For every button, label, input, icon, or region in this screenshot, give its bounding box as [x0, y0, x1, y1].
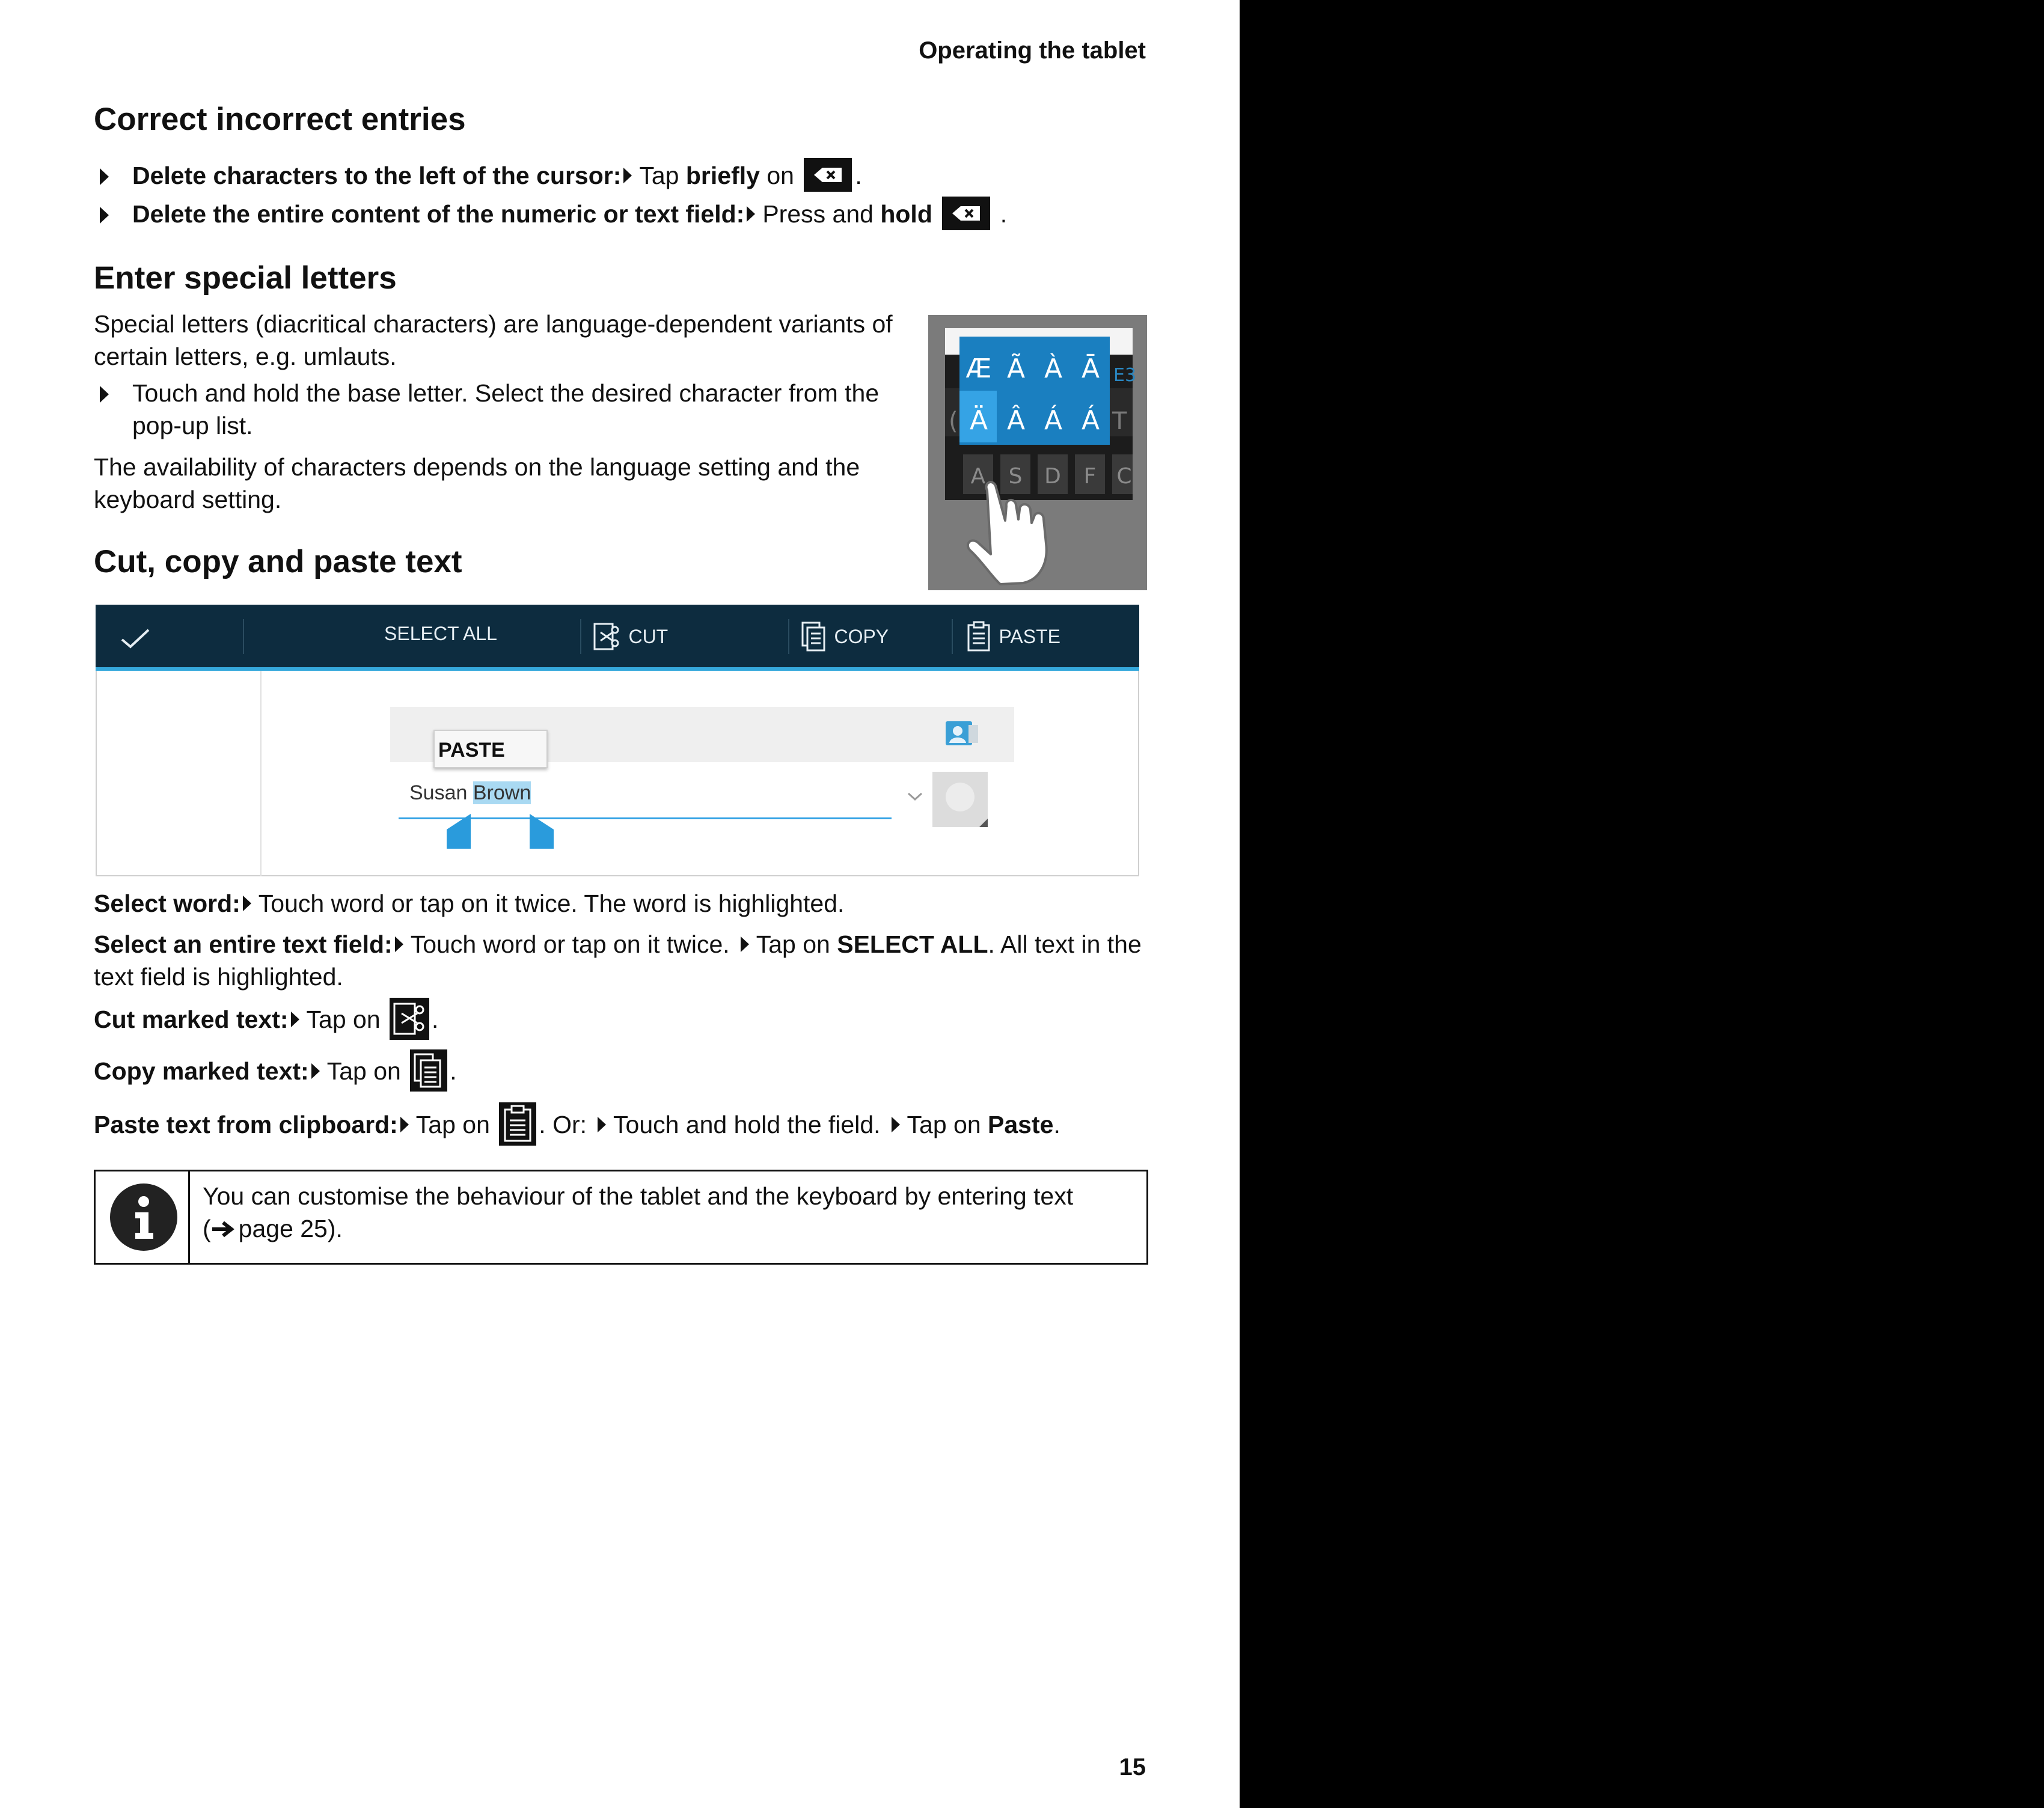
popup-char: Â	[1006, 405, 1026, 436]
clipboard-icon	[965, 620, 993, 653]
special-letters-availability: The availability of characters depends on the language setting and the keyboard setting.	[94, 453, 860, 513]
copy-icon	[410, 1049, 447, 1092]
paste-button[interactable]: PASTE	[965, 620, 1060, 654]
keyboard-key: D	[1044, 464, 1061, 489]
selection-handle-right[interactable]	[528, 813, 557, 850]
contact-photo-placeholder[interactable]	[932, 772, 988, 827]
toolbar-separator	[243, 619, 244, 654]
step-arrow	[311, 1063, 320, 1079]
item-delete-all: Delete the entire content of the numeric or text field: Press and hold .	[132, 198, 1007, 233]
keyboard-key: S	[1008, 464, 1023, 489]
instruction-cut: Cut marked text: Tap on .	[94, 1000, 438, 1042]
instruction-select-word: Select word: Touch word or tap on it twice. The word is highlighted.	[94, 890, 845, 917]
arrow-right-icon	[211, 1220, 235, 1238]
popup-char: À	[1044, 353, 1063, 384]
keyboard-edge-text: (	[949, 408, 958, 435]
keyboard-edge-text: E3	[1113, 365, 1137, 386]
page-number: 15	[1119, 1754, 1146, 1780]
keyboard-key: C	[1116, 464, 1132, 489]
info-icon	[109, 1182, 179, 1252]
instruction-paste: Paste text from clipboard: Tap on . Or: Touch and hold the field. Tap on Paste.	[94, 1105, 1060, 1148]
keyboard-key: F	[1083, 464, 1097, 489]
backspace-key-icon	[941, 196, 991, 231]
panel-divider	[260, 671, 262, 876]
text-selection-toolbar	[96, 605, 1139, 671]
popup-char: Ã	[1006, 353, 1026, 384]
copy-button[interactable]: COPY	[800, 620, 889, 654]
step-arrow	[747, 206, 755, 222]
name-text-field[interactable]	[409, 781, 531, 805]
contact-card-icon[interactable]	[944, 719, 979, 748]
heading-special-letters: Enter special letters	[94, 260, 397, 296]
keyboard-edge-text: T	[1112, 408, 1127, 435]
step-arrow	[400, 1117, 409, 1132]
scissors-icon	[592, 620, 622, 653]
bullet-marker	[100, 168, 109, 185]
popup-char: Ā	[1081, 353, 1100, 384]
special-letters-intro: Special letters (diacritical characters) are language-dependent variants of certain letters, e.g. umlauts.	[94, 310, 893, 370]
info-text: You can customise the behaviour of the tablet and the keyboard by entering text ( page 25).	[203, 1182, 1074, 1242]
step-arrow	[598, 1117, 606, 1132]
text-edit-screen	[96, 671, 1139, 876]
page-header-title: Operating the tablet	[919, 37, 1146, 64]
instruction-select-field: Select an entire text field: Touch word or tap on it twice. Tap on SELECT ALL. All text in the text field is highlighted.	[94, 930, 1142, 991]
cut-button[interactable]: CUT	[592, 620, 668, 654]
info-note	[94, 1170, 1148, 1265]
copy-icon	[800, 620, 828, 653]
toolbar-separator	[952, 619, 953, 654]
step-arrow	[291, 1012, 299, 1027]
special-letters-step: Touch and hold the base letter. Select the desired character from the pop-up list.	[132, 379, 880, 439]
toolbar-separator	[788, 619, 789, 654]
info-divider	[188, 1171, 190, 1263]
step-arrow	[741, 936, 749, 952]
selection-handle-left[interactable]	[443, 813, 472, 850]
step-arrow	[395, 936, 403, 952]
field-underline	[399, 817, 892, 819]
field-text: Susan	[409, 781, 468, 804]
keyboard-key: A	[970, 464, 986, 489]
paste-popup-button[interactable]: PASTE	[433, 730, 548, 768]
cut-icon	[390, 998, 429, 1040]
selected-text: Brown	[473, 781, 531, 804]
popup-char: Ä	[969, 405, 988, 436]
item-delete-left: Delete characters to the left of the cursor: Tap briefly on .	[132, 159, 862, 195]
step-arrow	[623, 168, 632, 183]
checkmark-done-icon[interactable]	[120, 626, 151, 650]
popup-char: Æ	[965, 353, 992, 384]
heading-correct-entries: Correct incorrect entries	[94, 102, 466, 137]
backspace-key-icon	[803, 157, 852, 192]
instruction-copy: Copy marked text: Tap on .	[94, 1052, 457, 1094]
step-arrow	[892, 1117, 900, 1132]
clipboard-icon	[499, 1102, 536, 1146]
special-letters-illustration	[928, 315, 1147, 590]
select-all-button[interactable]: SELECT ALL	[384, 623, 497, 644]
popup-char: Á	[1081, 405, 1100, 436]
popup-char: Á	[1044, 405, 1063, 436]
avatar-placeholder-icon	[932, 772, 988, 827]
bullet-marker	[100, 207, 109, 224]
bullet-marker	[100, 386, 109, 403]
heading-cut-copy-paste: Cut, copy and paste text	[94, 544, 462, 579]
chevron-down-icon[interactable]	[905, 790, 925, 803]
step-arrow	[243, 896, 251, 911]
toolbar-separator	[580, 619, 581, 654]
